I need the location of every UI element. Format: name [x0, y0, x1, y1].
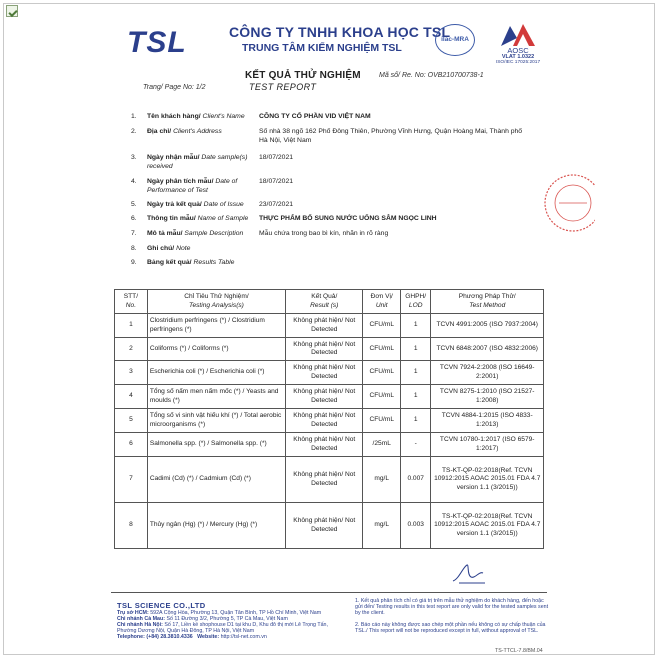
footer-addresses	[117, 610, 347, 640]
cell-analysis: Tổng số vi sinh vật hiếu khí (*) / Total aerobic microorganisms (*)	[147, 409, 285, 433]
table-row	[115, 433, 544, 457]
info-value: Số nhà 38 ngõ 162 Phố Đông Thiên, Phường Vĩnh Hưng, Quận Hoàng Mai, Thành phố Hà Nội, Việt Nam	[259, 128, 523, 144]
info-value: Mẫu chứa trong bao bì kín, nhãn in rõ ràng	[259, 230, 389, 237]
cell-analysis: Cadimi (Cd) (*) / Cadmium (Cd) (*)	[147, 457, 285, 503]
info-num: 5.	[131, 201, 137, 208]
cell-no: 7	[115, 457, 148, 503]
table-row	[115, 314, 544, 338]
cell-no: 5	[115, 409, 148, 433]
cell-method: TS-KT-QP-02:2018(Ref. TCVN 10912:2015 AOAC 2015.01 FDA 4.7 version 1.1 (3/2015))	[431, 503, 544, 549]
form-code: TS-TTCL-7.8/BM.04	[495, 648, 543, 654]
info-label: Ngày trả kết quả/ Date of Issue	[147, 201, 244, 208]
table-row	[115, 338, 544, 361]
info-label: Thông tin mẫu/ Name of Sample	[147, 215, 249, 222]
cell-lod: 0.003	[400, 503, 430, 549]
info-label: Tên khách hàng/ Client's Name	[147, 113, 245, 120]
table-row	[115, 457, 544, 503]
cell-method: TCVN 8275-1:2010 (ISO 21527-1:2008)	[431, 385, 544, 409]
info-label: Mô tả mẫu/ Sample Description	[147, 230, 244, 237]
column-header-result: Kết Quả/ Result (s)	[286, 290, 363, 314]
column-header-no: STT/ No.	[115, 290, 148, 314]
cell-lod: 0.007	[400, 457, 430, 503]
table-row	[115, 409, 544, 433]
cell-result: Không phát hiện/ Not Detected	[286, 361, 363, 385]
report-number: Mã số/ Re. No: OVB210700738-1	[379, 72, 484, 79]
cell-no: 3	[115, 361, 148, 385]
footer-contact: Telephone: (+84) 28.3810.4336 Website: http://tsl-net.com.vn	[117, 634, 267, 641]
test-report-document	[103, 18, 554, 654]
cell-unit: CFU/mL	[363, 314, 401, 338]
cell-lod: 1	[400, 314, 430, 338]
footer-camau: Chi nhánh Cà Mau: Số 11 Đường 3/2, Phường 5, TP Cà Mau, Việt Nam	[117, 616, 288, 623]
report-title-en: TEST REPORT	[249, 82, 317, 92]
cell-result: Không phát hiện/ Not Detected	[286, 314, 363, 338]
table-row	[115, 361, 544, 385]
cell-analysis: Escherichia coli (*) / Escherichia coli (*)	[147, 361, 285, 385]
cell-analysis: Salmonella spp. (*) / Salmonella spp. (*)	[147, 433, 285, 457]
info-num: 6.	[131, 215, 137, 222]
stamp-seal-icon	[535, 168, 595, 238]
footer-divider	[111, 592, 547, 593]
info-num: 9.	[131, 259, 137, 266]
info-num: 1.	[131, 113, 137, 120]
cell-unit: CFU/mL	[363, 385, 401, 409]
cell-result: Không phát hiện/ Not Detected	[286, 457, 363, 503]
cell-analysis: Coliforms (*) / Coliforms (*)	[147, 338, 285, 361]
footer-company: TSL SCIENCE CO.,LTD	[117, 601, 206, 610]
footer-hq: Trụ sở HCM: 592A Cộng Hòa, Phường 13, Quận Tân Bình, TP Hồ Chí Minh, Việt Nam	[117, 610, 322, 616]
cell-method: TCVN 6848:2007 (ISO 4832:2006)	[431, 338, 544, 361]
ilac-mra-text: ilac-MRA	[441, 36, 469, 43]
info-label: Ngày phân tích mẫu/ Date of Performance of Test	[147, 178, 238, 194]
iso-standard: ISO/IEC 17025:2017	[495, 60, 541, 65]
footer-note-2: 2. Báo cáo này không được sao chép một phần nếu không có sự chấp thuận của TSL./ This report will not be reproduced except in full, without approval of TSL.	[355, 622, 546, 635]
cell-method: TCVN 4991:2005 (ISO 7937:2004)	[431, 314, 544, 338]
cell-lod: 1	[400, 361, 430, 385]
cell-method: TCVN 7924-2:2008 (ISO 16649-2:2001)	[431, 361, 544, 385]
center-name: TRUNG TÂM KIỂM NGHIỆM TSL	[242, 42, 402, 54]
footer-note-1: 1. Kết quả phân tích chỉ có giá trị trên mẫu thử nghiệm do khách hàng, đến hoặc gửi đến/ Testing results in this test report are only valid for the tested samples sent by the client.	[355, 598, 549, 617]
cell-analysis: Tổng số nấm men nấm mốc (*) / Yeasts and moulds (*)	[147, 385, 285, 409]
info-value: THỰC PHẨM BỔ SUNG NƯỚC UỐNG SÂM NGỌC LINH	[259, 215, 437, 222]
footer-hanoi: Chi nhánh Hà Nội: Số 17, Liền kề shophouse D1 tại khu D, Khu đô thị mới Lê Trọng Tấn, Phường Dương Nội, Quận Hà Đông, TP Hà Nội, Việt Nam	[117, 622, 328, 635]
column-header-method: Phương Pháp Thử/ Test Method	[431, 290, 544, 314]
cell-unit: mg/L	[363, 457, 401, 503]
cell-lod: 1	[400, 338, 430, 361]
cell-lod: -	[400, 433, 430, 457]
column-header-unit: Đơn Vị/ Unit	[363, 290, 401, 314]
cell-method: TCVN 4884-1:2015 (ISO 4833-1:2013)	[431, 409, 544, 433]
company-name: CÔNG TY TNHH KHOA HỌC TSL	[229, 24, 451, 40]
cell-result: Không phát hiện/ Not Detected	[286, 385, 363, 409]
cell-unit: /25mL	[363, 433, 401, 457]
info-value: 18/07/2021	[259, 154, 294, 161]
cell-lod: 1	[400, 385, 430, 409]
cell-unit: CFU/mL	[363, 361, 401, 385]
cell-lod: 1	[400, 409, 430, 433]
check-icon	[6, 5, 18, 17]
info-num: 8.	[131, 245, 137, 252]
cell-result: Không phát hiện/ Not Detected	[286, 433, 363, 457]
cell-result: Không phát hiện/ Not Detected	[286, 409, 363, 433]
footer-notes	[355, 598, 551, 634]
info-label: Địa chỉ/ Client's Address	[147, 128, 222, 135]
column-header-analysis: Chỉ Tiêu Thử Nghiệm/ Testing Analysis(s)	[147, 290, 285, 314]
aosc-logo-icon	[497, 22, 539, 48]
cell-no: 6	[115, 433, 148, 457]
cell-analysis: Clostridium perfringens (*) / Clostridium perfringens (*)	[147, 314, 285, 338]
info-label: Ghi chú/ Note	[147, 245, 191, 252]
info-label: Ngày nhận mẫu/ Date sample(s) received	[147, 154, 248, 170]
page-number: Trang/ Page No: 1/2	[143, 84, 206, 91]
info-num: 2.	[131, 128, 137, 135]
column-header-lod: GHPH/ LOD	[400, 290, 430, 314]
cell-no: 8	[115, 503, 148, 549]
cell-method: TCVN 10780-1:2017 (ISO 6579-1:2017)	[431, 433, 544, 457]
cell-unit: mg/L	[363, 503, 401, 549]
cell-no: 4	[115, 385, 148, 409]
vlat-code: VLAT 1.0322	[501, 54, 535, 60]
info-value: 18/07/2021	[259, 178, 294, 185]
results-table	[114, 289, 544, 549]
info-value: 23/07/2021	[259, 201, 294, 208]
signature-icon	[449, 561, 489, 587]
aosc-text: AOSC	[507, 46, 529, 55]
cell-method: TS-KT-QP-02:2018(Ref. TCVN 10912:2015 AOAC 2015.01 FDA 4.7 version 1.1 (3/2015))	[431, 457, 544, 503]
cell-unit: CFU/mL	[363, 409, 401, 433]
info-label: Bảng kết quả/ Results Table	[147, 259, 235, 266]
table-row	[115, 503, 544, 549]
table-header-row	[115, 290, 544, 314]
info-value: CÔNG TY CỔ PHẦN VID VIỆT NAM	[259, 113, 371, 120]
cell-analysis: Thủy ngân (Hg) (*) / Mercury (Hg) (*)	[147, 503, 285, 549]
table-row	[115, 385, 544, 409]
tsl-logo: TSL	[127, 26, 187, 59]
info-num: 4.	[131, 178, 137, 185]
cell-no: 2	[115, 338, 148, 361]
cell-result: Không phát hiện/ Not Detected	[286, 503, 363, 549]
cell-result: Không phát hiện/ Not Detected	[286, 338, 363, 361]
info-num: 3.	[131, 154, 137, 161]
cell-unit: CFU/mL	[363, 338, 401, 361]
info-num: 7.	[131, 230, 137, 237]
cell-no: 1	[115, 314, 148, 338]
report-title-vi: KẾT QUẢ THỬ NGHIỆM	[245, 70, 361, 81]
